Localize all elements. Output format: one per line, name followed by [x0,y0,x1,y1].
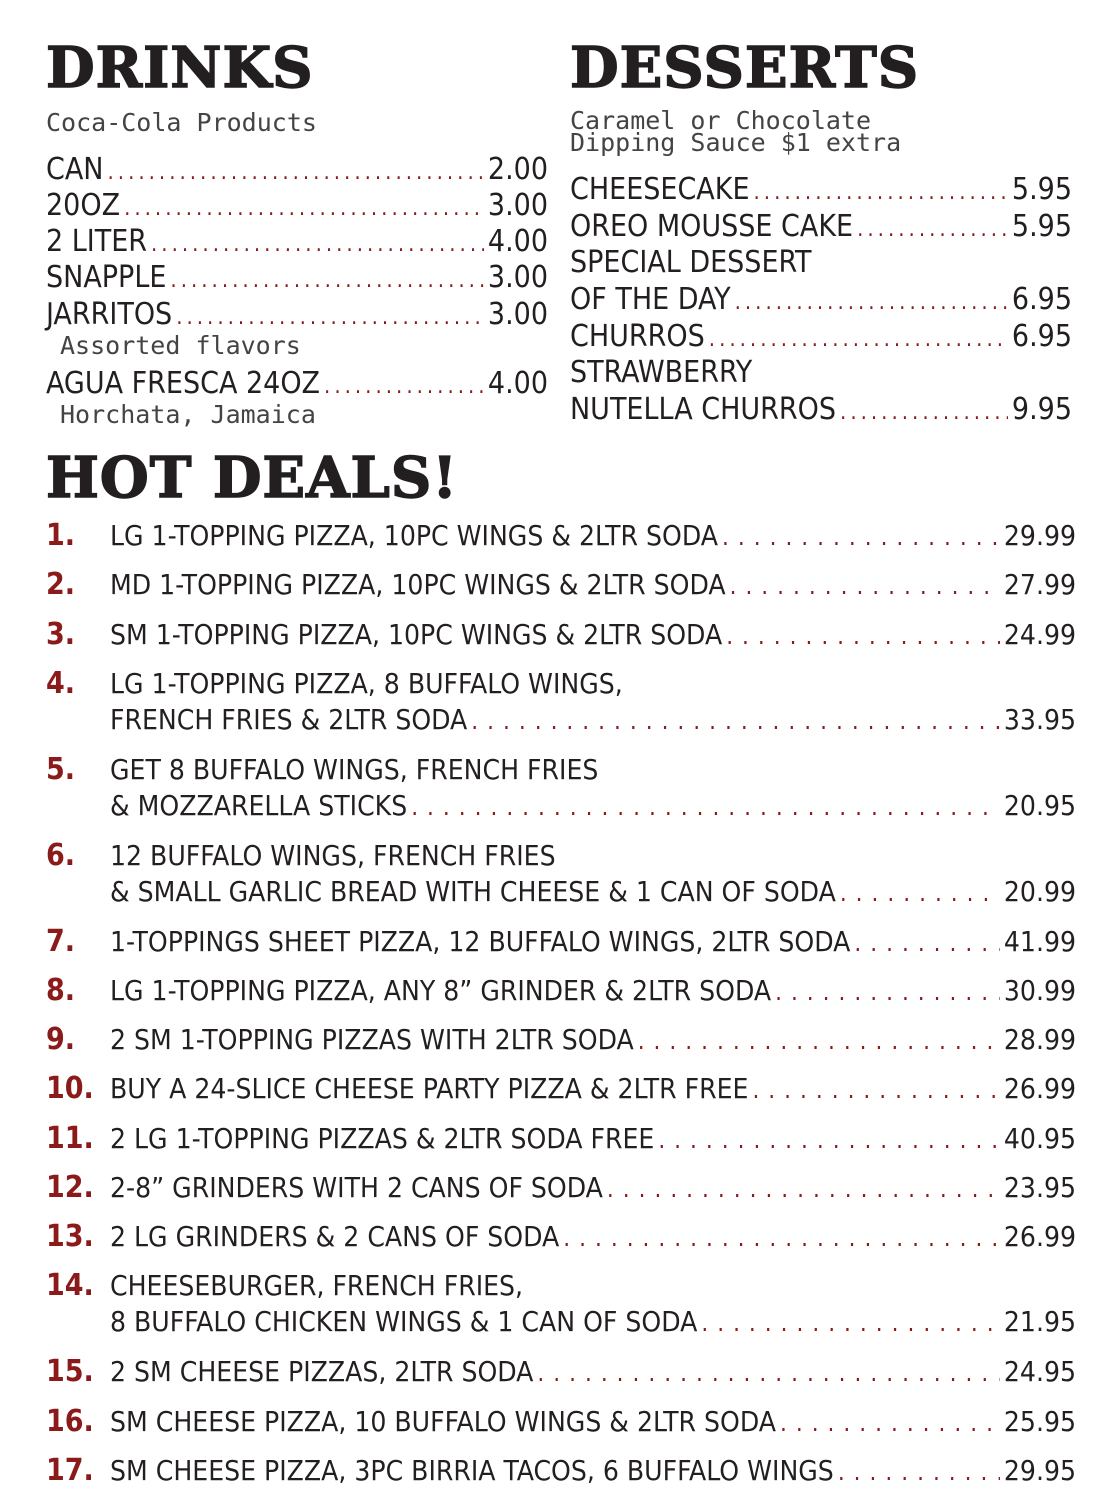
hot-deal-item [46,1268,1076,1340]
drink-item [46,188,548,227]
leader-dots [754,175,1008,211]
drink-label: SNAPPLE [46,260,167,295]
drink-price: 3.00 [487,260,548,295]
deal-price-row [110,1022,1076,1059]
deal-description: 2 SM CHEESE PIZZAS, 2LTR SODA [110,1355,534,1388]
leader-dots [108,155,484,191]
hot-deal-item [46,666,1076,738]
deal-price: 40.95 [1003,1122,1076,1155]
hot-deal-item [46,1170,1076,1206]
deal-price: 24.99 [1003,618,1076,651]
desserts-note-line2: Dipping Sauce $1 extra [570,128,902,157]
deal-description: SM 1-TOPPING PIZZA, 10PC WINGS & 2LTR SODA [110,618,723,651]
deal-number: 14. [46,1268,94,1303]
deal-price-row [110,617,1076,654]
deal-price-row [110,924,1076,961]
hot-deal-item [46,567,1076,603]
deal-price-row [110,973,1076,1010]
deal-description: 2-8” GRINDERS WITH 2 CANS OF SODA [110,1171,603,1204]
drink-item [46,224,548,263]
deal-price-row [110,1404,1076,1441]
leader-dots [726,618,1000,654]
deal-description-line1: 12 BUFFALO WINGS, FRENCH FRIES [110,839,556,872]
deal-number: 16. [46,1404,94,1439]
deal-price: 24.95 [1003,1355,1076,1388]
deal-description: LG 1-TOPPING PIZZA, 10PC WINGS & 2LTR SODA [110,519,719,552]
dessert-label: OF THE DAY [570,282,731,317]
drinks-heading: DRINKS [46,35,314,101]
deal-price: 21.95 [1003,1305,1076,1338]
deal-price-row [110,874,1076,911]
leader-dots [857,212,1008,248]
leader-dots [324,369,484,405]
leader-dots [638,1023,1000,1059]
leader-dots [709,322,1008,358]
leader-dots [170,263,484,299]
jarritos-note: Assorted flavors [60,331,301,360]
hot-deal-item [46,1022,1076,1058]
deal-price: 26.99 [1003,1220,1076,1253]
leader-dots [752,1072,999,1108]
deal-description: BUY A 24-SLICE CHEESE PARTY PIZZA & 2LTR FREE [110,1072,749,1105]
deal-description: SM CHEESE PIZZA, 3PC BIRRIA TACOS, 6 BUFFALO WINGS [110,1454,834,1487]
leader-dots [722,519,1000,555]
drink-label: JARRITOS [46,297,173,332]
leader-dots [537,1355,1000,1391]
deal-number: 1. [46,518,76,553]
deal-price-row [110,702,1076,739]
deal-price: 30.99 [1003,974,1076,1007]
deal-description: 1-TOPPINGS SHEET PIZZA, 12 BUFFALO WINGS, 2LTR SODA [110,925,851,958]
dessert-label: NUTELLA CHURROS [570,392,837,427]
deal-price: 28.99 [1003,1023,1076,1056]
deal-description: 2 LG GRINDERS & 2 CANS OF SODA [110,1220,560,1253]
drink-label: AGUA FRESCA 24OZ [46,366,321,401]
hot-deal-item [46,617,1076,653]
leader-dots [151,227,484,263]
leader-dots [838,1454,1000,1490]
drink-label: 2 LITER [46,224,148,259]
drink-price: 2.00 [487,152,548,187]
dessert-label: OREO MOUSSE CAKE [570,209,854,244]
hot-deal-item [46,1121,1076,1157]
deal-price-row [110,1453,1076,1490]
dessert-item [570,209,1072,248]
deal-price: 23.95 [1003,1171,1076,1204]
dessert-label: CHEESECAKE [570,172,750,207]
deal-number: 6. [46,838,76,873]
dessert-price: 5.95 [1011,172,1072,207]
hot-deals-heading: HOT DEALS! [46,445,458,511]
deal-number: 15. [46,1354,94,1389]
deal-price-row [110,567,1076,604]
deal-number: 3. [46,617,76,652]
leader-dots [563,1220,1000,1256]
drink-price: 4.00 [487,366,548,401]
agua-note: Horchata, Jamaica [60,400,316,429]
dessert-special-line1: SPECIAL DESSERT [570,245,812,280]
hot-deal-item [46,1404,1076,1440]
deal-number: 10. [46,1071,94,1106]
leader-dots [730,568,1000,604]
deal-number: 12. [46,1170,94,1205]
deal-number: 9. [46,1022,76,1057]
deal-description: MD 1-TOPPING PIZZA, 10PC WINGS & 2LTR SODA [110,568,726,601]
drinks-note: Coca-Cola Products [46,108,317,137]
leader-dots [840,875,1000,911]
dessert-item [570,282,1072,321]
deal-number: 13. [46,1219,94,1254]
deal-price: 25.95 [1003,1405,1076,1438]
hot-deal-item [46,973,1076,1009]
leader-dots [411,789,1000,825]
deal-price: 29.95 [1003,1454,1076,1487]
deal-price: 26.99 [1003,1072,1076,1105]
hot-deal-item [46,924,1076,960]
hot-deal-item [46,1219,1076,1255]
hot-deal-item [46,518,1076,554]
drink-label: CAN [46,152,104,187]
deal-number: 8. [46,973,76,1008]
deal-description-line1: CHEESEBURGER, FRENCH FRIES, [110,1269,524,1302]
hot-deal-item [46,1354,1076,1390]
deal-number: 11. [46,1121,94,1156]
deal-price-row [110,788,1076,825]
deal-price-row [110,1304,1076,1341]
deal-description: FRENCH FRIES & 2LTR SODA [110,703,468,736]
leader-dots [471,703,1000,739]
deal-description: & MOZZARELLA STICKS [110,789,408,822]
leader-dots [840,395,1008,431]
deal-number: 4. [46,666,76,701]
deal-description: SM CHEESE PIZZA, 10 BUFFALO WINGS & 2LTR SODA [110,1405,776,1438]
drink-price: 4.00 [487,224,548,259]
dessert-item [570,392,1072,431]
deal-number: 17. [46,1453,94,1488]
dessert-item [570,319,1072,358]
leader-dots [701,1305,1000,1341]
hot-deal-item [46,838,1076,910]
desserts-note-line1: Caramel or Chocolate [570,106,872,135]
leader-dots [780,1405,1000,1441]
deal-description: 2 LG 1-TOPPING PIZZAS & 2LTR SODA FREE [110,1122,655,1155]
dessert-price: 6.95 [1011,319,1072,354]
deal-price: 41.99 [1003,925,1076,958]
deal-price-row [110,1219,1076,1256]
deal-number: 7. [46,924,76,959]
dessert-price: 6.95 [1011,282,1072,317]
desserts-heading: DESSERTS [570,35,920,101]
deal-price: 20.95 [1003,789,1076,822]
deal-price: 29.99 [1003,519,1076,552]
drink-item [46,152,548,191]
deal-description-line1: LG 1-TOPPING PIZZA, 8 BUFFALO WINGS, [110,667,623,700]
deal-description-line1: GET 8 BUFFALO WINGS, FRENCH FRIES [110,753,599,786]
leader-dots [775,974,1000,1010]
hot-deal-item [46,752,1076,824]
deal-description: LG 1-TOPPING PIZZA, ANY 8” GRINDER & 2LTR SODA [110,974,772,1007]
deal-price-row [110,1071,1076,1108]
deal-price: 33.95 [1003,703,1076,736]
leader-dots [607,1171,1000,1207]
drink-price: 3.00 [487,297,548,332]
drink-item [46,260,548,299]
leader-dots [735,285,1008,321]
dessert-price: 5.95 [1011,209,1072,244]
deal-price-row [110,1354,1076,1391]
deal-number: 2. [46,567,76,602]
drink-label: 20OZ [46,188,121,223]
deal-description: 2 SM 1-TOPPING PIZZAS WITH 2LTR SODA [110,1023,634,1056]
drink-price: 3.00 [487,188,548,223]
hot-deal-item [46,1453,1076,1489]
deal-description: & SMALL GARLIC BREAD WITH CHEESE & 1 CAN OF SODA [110,875,836,908]
deal-price: 20.99 [1003,875,1076,908]
leader-dots [658,1122,1000,1158]
deal-price-row [110,518,1076,555]
deal-number: 5. [46,752,76,787]
deal-price-row [110,1121,1076,1158]
hot-deal-item [46,1071,1076,1107]
leader-dots [124,191,484,227]
dessert-price: 9.95 [1011,392,1072,427]
deal-description: 8 BUFFALO CHICKEN WINGS & 1 CAN OF SODA [110,1305,698,1338]
leader-dots [854,925,1000,961]
dessert-item [570,172,1072,211]
dessert-strawberry-line1: STRAWBERRY [570,355,753,390]
deal-price-row [110,1170,1076,1207]
deal-price: 27.99 [1003,568,1076,601]
dessert-label: CHURROS [570,319,705,354]
